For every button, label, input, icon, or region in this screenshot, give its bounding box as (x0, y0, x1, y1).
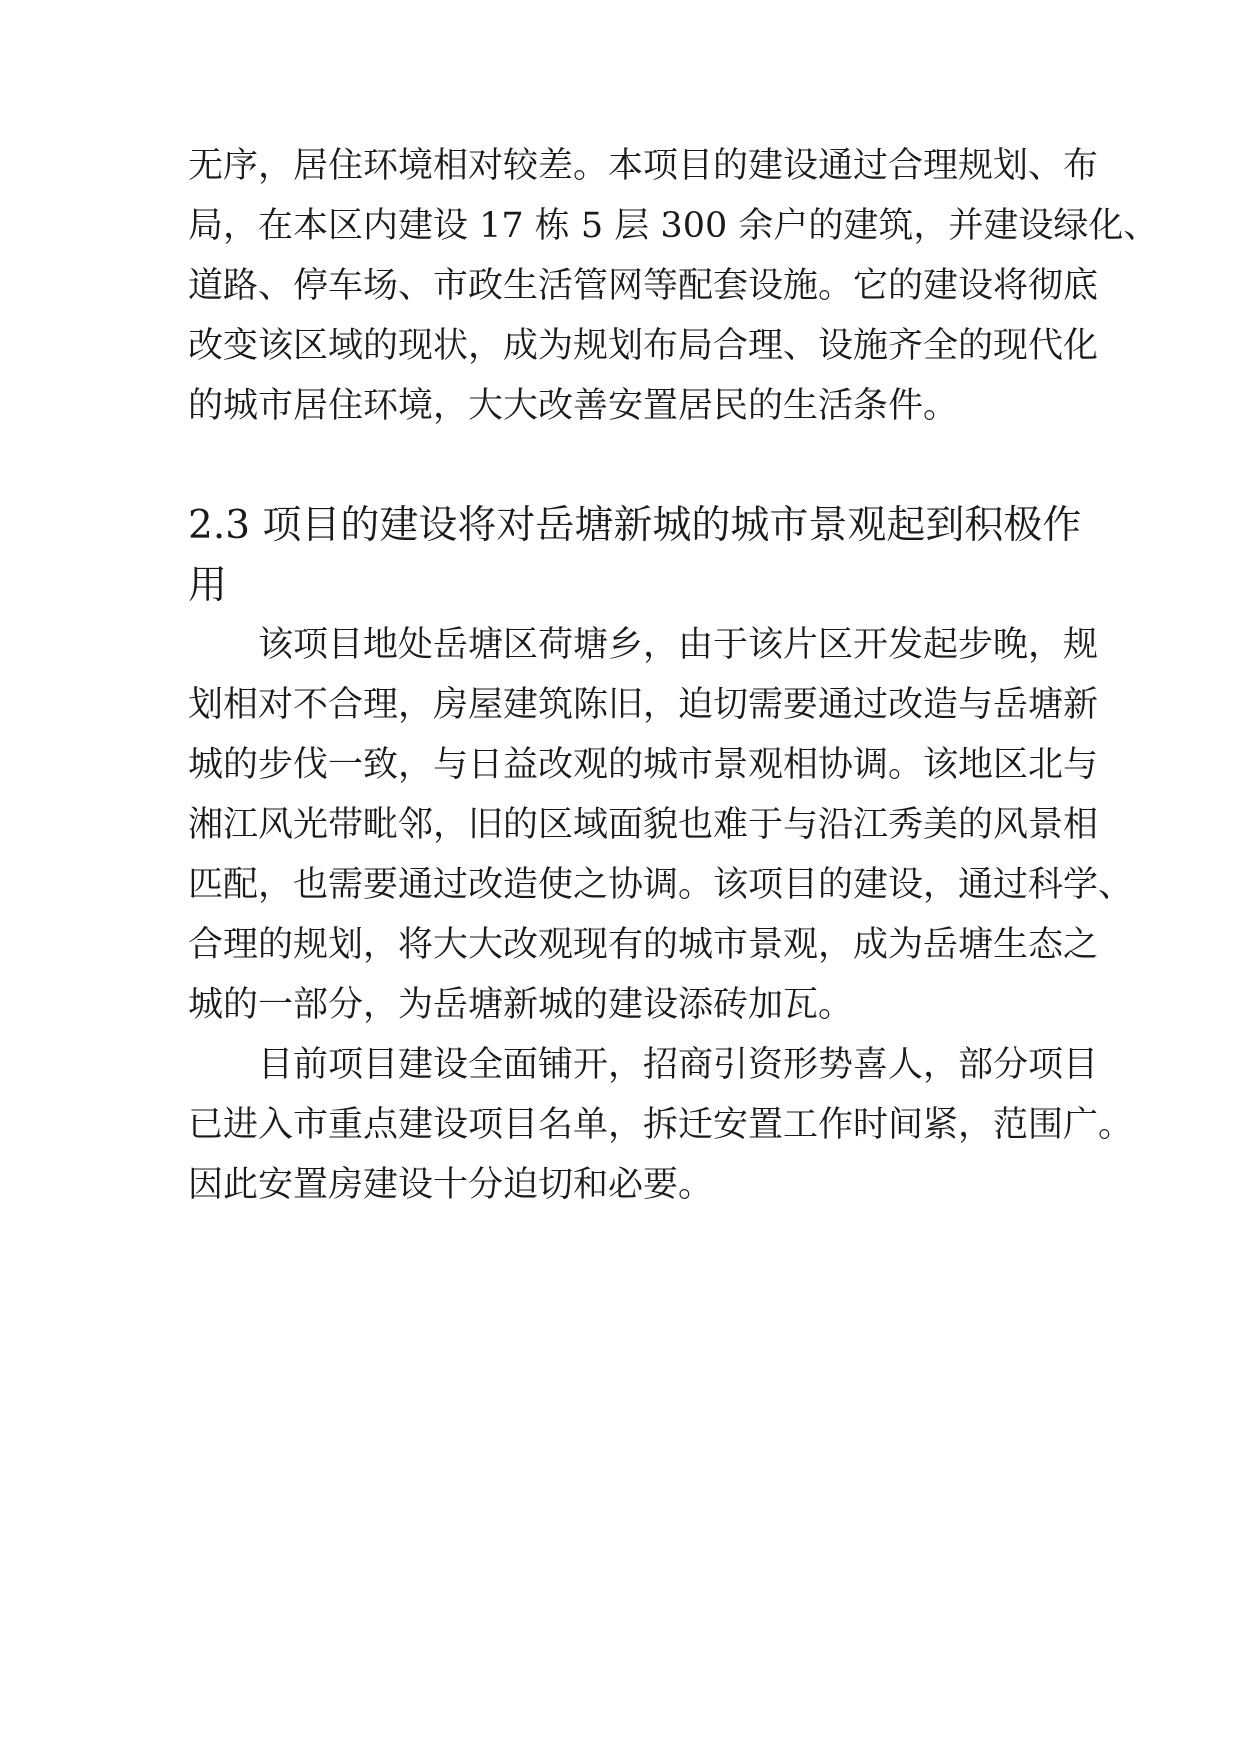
paragraph-line: 匹配，也需要通过改造使之协调。该项目的建设，通过科学、 (188, 865, 1134, 905)
paragraph-line: 该项目地处岳塘区荷塘乡，由于该片区开发起步晚，规 (258, 625, 1099, 665)
paragraph-line: 已进入市重点建设项目名单，拆迁安置工作时间紧，范围广。 (188, 1105, 1134, 1145)
paragraph-line: 局，在本区内建设 17 栋 5 层 300 余户的建筑，并建设绿化、 (188, 206, 1159, 246)
paragraph-line: 无序，居住环境相对较差。本项目的建设通过合理规划、布 (188, 146, 1099, 186)
heading-line: 用 (188, 563, 228, 608)
paragraph-line: 城的一部分，为岳塘新城的建设添砖加瓦。 (188, 985, 854, 1025)
paragraph-line: 湘江风光带毗邻，旧的区域面貌也难于与沿江秀美的风景相 (188, 805, 1099, 845)
paragraph-line: 目前项目建设全面铺开，招商引资形势喜人，部分项目 (258, 1045, 1099, 1085)
paragraph-line: 因此安置房建设十分迫切和必要。 (188, 1165, 714, 1205)
paragraph-line: 改变该区域的现状，成为规划布局合理、设施齐全的现代化 (188, 326, 1099, 366)
heading-line: 2.3 项目的建设将对岳塘新城的城市景观起到积极作 (188, 503, 1082, 548)
paragraph-line: 划相对不合理，房屋建筑陈旧，迫切需要通过改造与岳塘新 (188, 685, 1099, 725)
paragraph-line: 道路、停车场、市政生活管网等配套设施。它的建设将彻底 (188, 266, 1099, 306)
paragraph-line: 合理的规划，将大大改观现有的城市景观，成为岳塘生态之 (188, 925, 1099, 965)
paragraph-line: 城的步伐一致，与日益改观的城市景观相协调。该地区北与 (188, 745, 1099, 785)
paragraph-line: 的城市居住环境，大大改善安置居民的生活条件。 (188, 386, 959, 426)
